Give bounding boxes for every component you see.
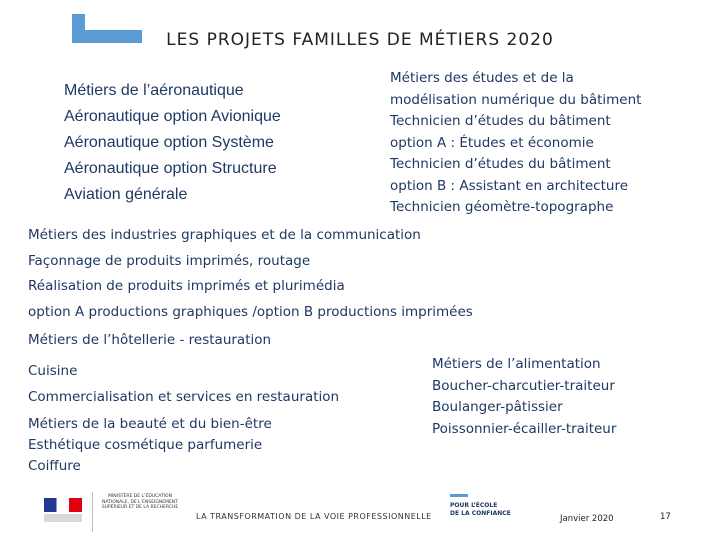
list-item: Aviation générale (64, 186, 188, 203)
list-item: Cuisine (28, 363, 78, 379)
ministere-label: MINISTÈRE DE L’ÉDUCATION NATIONALE, DE L’ENSEIGNEMENT SUPÉRIEUR ET DE LA RECHERCHE (101, 494, 179, 510)
ecole-confiance-logo (450, 502, 540, 518)
list-item: Boulanger-pâtissier (432, 399, 563, 415)
aeronautique-section (64, 78, 281, 208)
footer-date: Janvier 2020 (560, 514, 614, 524)
etudes-section (390, 68, 641, 219)
list-item: Commercialisation et services en restauration (28, 389, 340, 405)
list-item: Technicien d’études du bâtiment (390, 113, 611, 129)
list-item: Aéronautique option Système (64, 134, 274, 151)
ecole-line: POUR L’ÉCOLE (450, 502, 498, 509)
section-heading: Métiers des études et de la (390, 70, 574, 86)
tricolor-flag-icon (44, 498, 82, 512)
list-item: Aéronautique option Structure (64, 160, 277, 177)
list-item: Technicien géomètre-topographe (390, 199, 614, 215)
list-item: Poissonnier-écailler-traiteur (432, 420, 617, 437)
list-item: Coiffure (28, 458, 81, 474)
ecole-logo-mark (450, 494, 468, 497)
section-heading: modélisation numérique du bâtiment (390, 91, 642, 108)
section-heading: Métiers des industries graphiques et de la communication (28, 227, 421, 243)
ecole-line: DE LA CONFIANCE (450, 510, 511, 517)
marianne-icon (44, 514, 82, 522)
republique-francaise-logo (40, 492, 88, 530)
section-heading: Métiers de l’aéronautique (64, 82, 244, 99)
hotellerie-section (28, 358, 339, 410)
industries-section (28, 223, 473, 325)
alimentation-section (432, 354, 616, 440)
page-title: LES PROJETS FAMILLES DE MÉTIERS 2020 (166, 30, 554, 50)
list-item: option A : Études et économie (390, 134, 594, 151)
list-item: Réalisation de produits imprimés et plurimédia (28, 278, 345, 294)
section-heading: Métiers de la beauté et du bien-être (28, 416, 272, 432)
hotellerie-heading: Métiers de l’hôtellerie - restauration (28, 332, 272, 348)
footer (0, 488, 720, 540)
list-item: Esthétique cosmétique parfumerie (28, 437, 263, 453)
beaute-section (28, 414, 272, 477)
list-item: Façonnage de produits imprimés, routage (28, 252, 311, 269)
section-heading: Métiers de l’alimentation (432, 356, 601, 372)
list-item: Aéronautique option Avionique (64, 108, 281, 125)
list-item: option A productions graphiques /option B productions imprimées (28, 303, 473, 320)
page-number: 17 (660, 512, 671, 522)
divider (92, 492, 93, 532)
list-item: Boucher-charcutier-traiteur (432, 377, 615, 394)
footer-title: LA TRANSFORMATION DE LA VOIE PROFESSIONNELLE (196, 512, 432, 521)
list-item: Technicien d’études du bâtiment (390, 156, 611, 172)
list-item: option B : Assistant en architecture (390, 177, 629, 194)
